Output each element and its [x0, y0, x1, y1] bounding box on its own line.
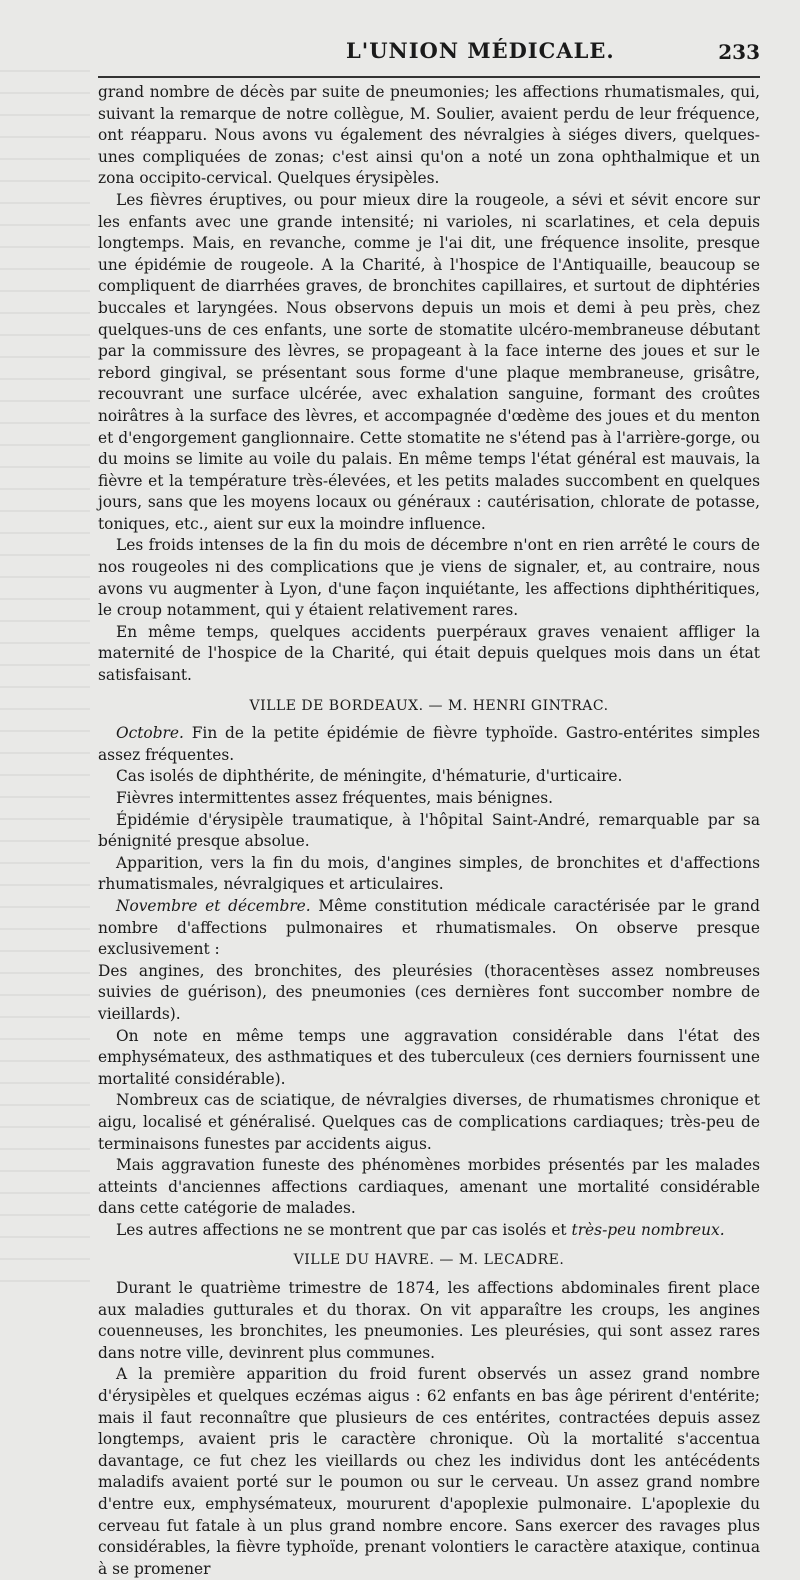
article-body — [98, 82, 760, 1580]
paragraph-text: Même constitution médicale caractérisée par le grand nombre d'affections pulmonaires et rhumatismales. On observe presque exclusivement : — [98, 896, 760, 959]
document-page — [98, 28, 760, 1580]
paragraph: On note en même temps une aggravation considérable dans l'état des emphysémateux, des asthmatiques et des tuberculeux (ces derniers fournissent une mortalité considérable). — [98, 1026, 760, 1088]
paragraph: Épidémie d'érysipèle traumatique, à l'hôpital Saint-André, remarquable par sa bénignité presque absolue. — [98, 810, 760, 851]
paragraph: Les froids intenses de la fin du mois de décembre n'ont en rien arrêté le cours de nos rougeoles ni des complications que je viens de signaler, et, au contraire, nous avons vu augmenter à Lyon, d'une façon inquiétante, les affections diphthéritiques, le croup notamment, qui y étaient relativement rares. — [98, 536, 760, 620]
paragraph: Nombreux cas de sciatique, de névralgies diverses, de rhumatismes chronique et aigu, localisé et généralisé. Quelques cas de complications cardiaques; très-peu de terminaisons funestes par accidents aigus. — [98, 1091, 760, 1153]
paragraph — [98, 723, 760, 766]
paragraph: grand nombre de décès par suite de pneumonies; les affections rhumatismales, qui, suivant la remarque de notre collègue, M. Soulier, avaient perdu de leur fréquence, ont réapparu. Nous avons vu également des névralgies à siéges divers, quelques-unes compliquées de zonas; c'est ainsi qu'on a noté un zona ophthalmique et un zona occipito-cervical. Quelques érysipèles. — [98, 83, 760, 188]
paragraph: Mais aggravation funeste des phénomènes morbides présentés par les malades atteints d'anciennes affections cardiaques, amenant une mortalité considérable dans cette catégorie de malades. — [98, 1156, 760, 1218]
paragraph: En même temps, quelques accidents puerpéraux graves venaient affliger la maternité de l'hospice de la Charité, qui était depuis quelques mois dans un état satisfaisant. — [98, 622, 760, 685]
paragraph-text: Les autres affections ne se montrent que par cas isolés et — [116, 1220, 572, 1239]
paragraph: Apparition, vers la fin du mois, d'angines simples, de bronchites et d'affections rhumatismales, névralgiques et articulaires. — [98, 853, 760, 894]
month-label: Novembre et décembre. — [116, 896, 311, 915]
page-header — [98, 28, 760, 68]
paragraph: Les fièvres éruptives, ou pour mieux dire la rougeole, a sévi et sévit encore sur les enfants avec une grande intensité; ni varioles, ni scarlatines, et cela depuis longtemps. Mais, en revanche, comme je l'ai dit, une fréquence insolite, presque une épidémie de rougeole. A la Charité, à l'hospice de l'Antiquaille, beaucoup se compliquent de diarrhées graves, de bronchites capillaires, et surtout de diphtéries buccales et laryngées. Nous observons depuis un mois et demi à peu près, chez quelques-uns de ces enfants, une sorte de stomatite ulcéro-membraneuse débutant par la commissure des lèvres, se propageant à la face interne des joues et sur le rebord gingival, se présentant sous forme d'une plaque membraneuse, grisâtre, recouvrant une surface ulcérée, avec exhalation sanguine, formant des croûtes noirâtres à la surface des lèvres, et accompagnée d'œdème des joues et du menton et d'engorgement ganglionnaire. Cette stomatite ne s'étend pas à l'arrière-gorge, ou du moins se limite au voile du palais. En même temps l'état général est mauvais, la fièvre et la température très-élevées, et les petits malades succombent en quelques jours, sans que les moyens locaux ou généraux : cautérisation, chlorate de potasse, toniques, etc., aient sur eux la moindre influence. — [98, 190, 760, 533]
paragraph: Fièvres intermittentes assez fréquentes, mais bénignes. — [116, 789, 554, 807]
page-number: 233 — [718, 40, 760, 64]
header-rule — [98, 76, 760, 78]
paragraph: Des angines, des bronchites, des pleurésies (thoracentèses assez nombreuses suivies de guérison), des pneumonies (ces dernières font succomber nombre de vieillards). — [98, 961, 760, 1023]
month-label: Octobre. — [116, 724, 184, 743]
paragraph — [98, 896, 760, 961]
running-head: L'UNION MÉDICALE. — [346, 38, 615, 63]
paragraph: Durant le quatrième trimestre de 1874, les affections abdominales firent place aux maladies gutturales et du thorax. On vit apparaître les croups, les angines couenneuses, les bronchites, les pneumonies. Les pleurésies, qui sont assez rares dans notre ville, devinrent plus communes. — [98, 1279, 760, 1362]
paragraph: A la première apparition du froid furent observés un assez grand nombre d'érysipèles et quelques eczémas aigus : 62 enfants en bas âge périrent d'entérite; mais il faut reconnaître que plusieurs de ces entérites, contractées depuis assez longtemps, avaient pris le caractère chronique. Où la mortalité s'accentua davantage, ce fut chez les vieillards ou chez les individus dont les antécédents maladifs avaient porté sur le poumon ou sur le cerveau. Un assez grand nombre d'entre eux, emphysémateux, moururent d'apoplexie pulmonaire. L'apoplexie du cerveau fut fatale à un plus grand nombre encore. Sans exercer des ravages plus considérables, la fièvre typhoïde, prenant volontiers le caractère ataxique, continua à se promener — [98, 1365, 760, 1578]
paragraph — [98, 1220, 760, 1242]
section-heading-bordeaux: VILLE DE BORDEAUX. — M. HENRI GINTRAC. — [249, 697, 609, 714]
italic-text: très-peu nombreux. — [571, 1220, 725, 1239]
paragraph-text: Fin de la petite épidémie de fièvre typhoïde. Gastro-entérites simples assez fréquentes. — [98, 724, 760, 764]
facing-page-bleed — [0, 70, 90, 1300]
section-heading-havre: VILLE DU HAVRE. — M. LECADRE. — [293, 1252, 565, 1269]
paragraph: Cas isolés de diphthérite, de méningite, d'hématurie, d'urticaire. — [116, 767, 623, 786]
